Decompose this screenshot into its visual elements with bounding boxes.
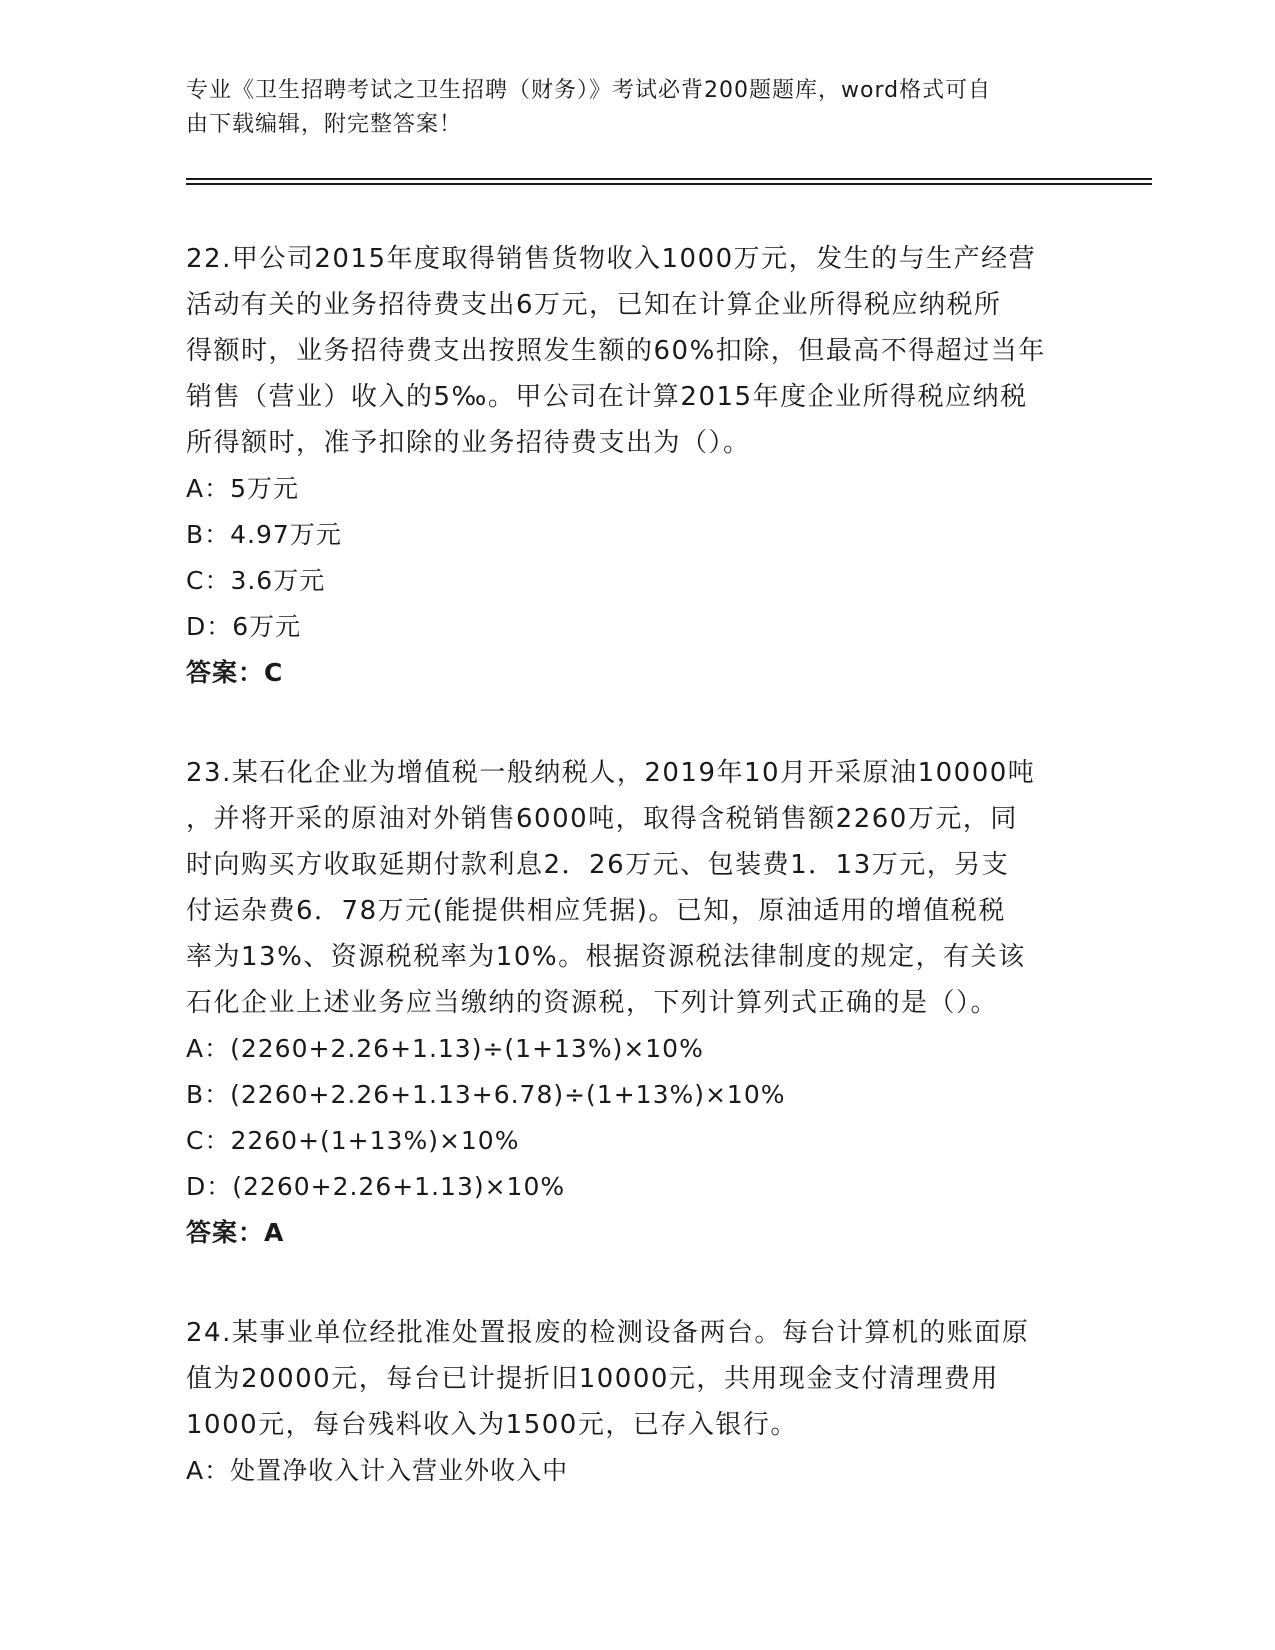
stem-line: 24.某事业单位经批准处置报废的检测设备两台。每台计算机的账面原 xyxy=(186,1318,1030,1348)
option-a: A：处置净收入计入营业外收入中 xyxy=(186,1456,569,1485)
stem-line: 1000元，每台残料收入为1500元，已存入银行。 xyxy=(186,1410,798,1440)
document-header xyxy=(186,74,1066,142)
stem-line: 所得额时，准予扣除的业务招待费支出为（）。 xyxy=(186,428,751,458)
option-d: D：6万元 xyxy=(186,612,302,641)
option-a: A：(2260+2.26+1.13)÷(1+13%)×10% xyxy=(186,1034,704,1063)
question-list xyxy=(186,236,1086,1548)
option-b: B：(2260+2.26+1.13+6.78)÷(1+13%)×10% xyxy=(186,1080,786,1109)
header-line-1: 专业《卫生招聘考试之卫生招聘（财务）》考试必背200题题库，word格式可自 xyxy=(186,78,992,103)
header-line-2: 由下载编辑，附完整答案！ xyxy=(186,112,463,137)
question-24 xyxy=(186,1310,1086,1494)
question-23 xyxy=(186,750,1086,1256)
stem-line: 石化企业上述业务应当缴纳的资源税，下列计算列式正确的是（）。 xyxy=(186,988,999,1018)
answer: 答案：C xyxy=(186,658,284,687)
stem-line: 率为13%、资源税税率为10%。根据资源税法律制度的规定，有关该 xyxy=(186,942,1026,972)
stem-line: 值为20000元，每台已计提折旧10000元，共用现金支付清理费用 xyxy=(186,1364,999,1394)
header-divider-bottom xyxy=(186,183,1152,185)
option-c: C：2260+(1+13%)×10% xyxy=(186,1126,520,1155)
stem-line: 活动有关的业务招待费支出6万元，已知在计算企业所得税应纳税所 xyxy=(186,290,1002,320)
option-b: B：4.97万元 xyxy=(186,520,342,549)
option-c: C：3.6万元 xyxy=(186,566,326,595)
stem-line: 22.甲公司2015年度取得销售货物收入1000万元，发生的与生产经营 xyxy=(186,244,1037,274)
question-stem xyxy=(186,1310,1086,1448)
option-a: A：5万元 xyxy=(186,474,300,503)
answer: 答案：A xyxy=(186,1218,285,1247)
question-stem xyxy=(186,236,1086,466)
option-d: D：(2260+2.26+1.13)×10% xyxy=(186,1172,566,1201)
stem-line: 销售（营业）收入的5‰。甲公司在计算2015年度企业所得税应纳税 xyxy=(186,382,1028,412)
stem-line: 时向购买方收取延期付款利息2．26万元、包装费1．13万元，另支 xyxy=(186,850,1010,880)
question-22 xyxy=(186,236,1086,696)
stem-line: ，并将开采的原油对外销售6000吨，取得含税销售额2260万元，同 xyxy=(186,804,1018,834)
header-divider-top xyxy=(186,178,1152,180)
stem-line: 付运杂费6．78万元(能提供相应凭据)。已知，原油适用的增值税税 xyxy=(186,896,1006,926)
stem-line: 得额时，业务招待费支出按照发生额的60%扣除，但最高不得超过当年 xyxy=(186,336,1046,366)
question-stem xyxy=(186,750,1086,1026)
stem-line: 23.某石化企业为增值税一般纳税人，2019年10月开采原油10000吨 xyxy=(186,758,1036,788)
